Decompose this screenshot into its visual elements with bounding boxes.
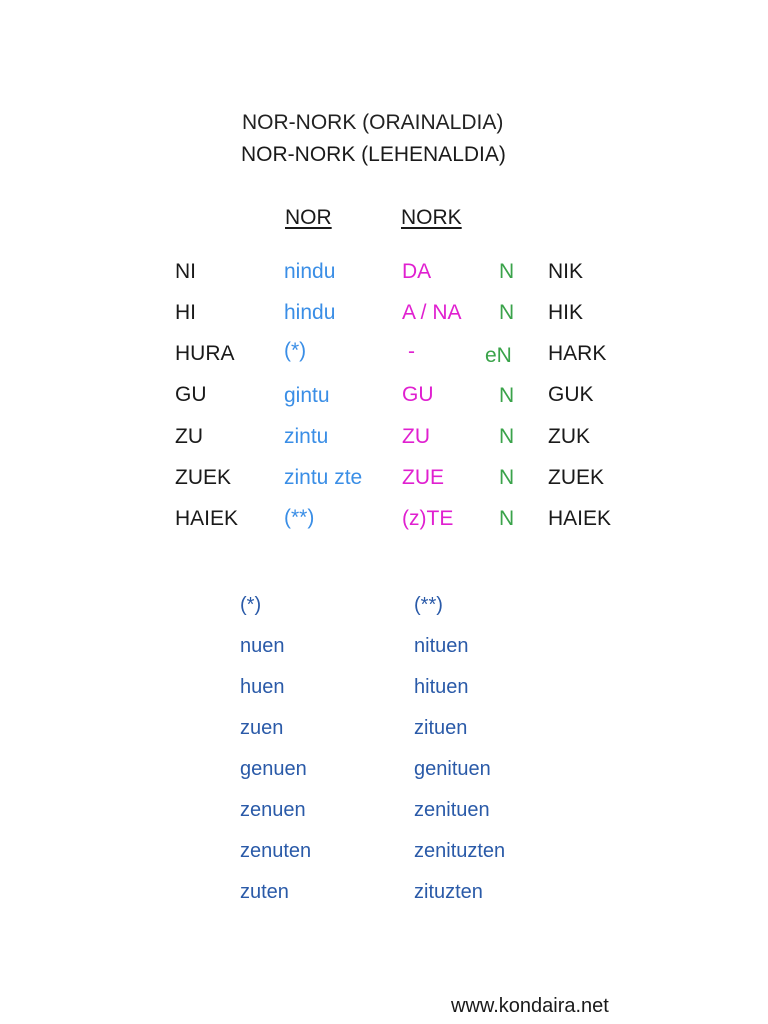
footnote-column-single: [240, 592, 380, 920]
row-6-nor: zintu zte: [284, 466, 363, 489]
row-2-pronoun: HI: [175, 301, 196, 324]
row-2-nor: hindu: [284, 301, 336, 324]
clipped-previous-title: [242, 104, 552, 134]
row-7-marker: N: [499, 507, 515, 530]
row-5-nork: ZU: [402, 425, 430, 448]
row-4-ergative: GUK: [548, 383, 594, 406]
row-3-nor: (*): [284, 339, 307, 362]
clipped-title-text: NOR-NORK (ORAINALDIA): [242, 111, 504, 134]
footnote-left-1: nuen: [240, 635, 285, 657]
row-2-nork: A / NA: [402, 301, 462, 324]
row-3-pronoun: HURA: [175, 342, 235, 365]
footnote-right-2: hituen: [414, 676, 469, 698]
footnote-right-6: zenituzten: [414, 840, 506, 862]
row-3-ergative: HARK: [548, 342, 607, 365]
row-4-marker: N: [499, 384, 515, 407]
footnote-right-0: (**): [414, 594, 443, 616]
row-7-pronoun: HAIEK: [175, 507, 239, 530]
row-1-marker: N: [499, 260, 515, 283]
source-website: www.kondaira.net: [451, 995, 609, 1017]
row-3-marker: eN: [485, 344, 512, 367]
footnote-right-1: nituen: [414, 635, 469, 657]
footnote-left-5: zenuen: [240, 799, 306, 821]
row-2-marker: N: [499, 301, 515, 324]
footnote-right-4: genituen: [414, 758, 491, 780]
row-6-ergative: ZUEK: [548, 466, 605, 489]
row-7-nor: (**): [284, 506, 315, 529]
row-6-marker: N: [499, 466, 515, 489]
row-5-nor: zintu: [284, 425, 329, 448]
row-5-pronoun: ZU: [175, 425, 203, 448]
row-7-nork: (z)TE: [402, 507, 454, 530]
footnote-right-5: zenituen: [414, 799, 490, 821]
footnote-column-double: [414, 592, 554, 920]
footnote-left-0: (*): [240, 594, 262, 616]
footnote-right-7: zituzten: [414, 881, 483, 903]
footnote-left-2: huen: [240, 676, 285, 698]
footnote-left-3: zuen: [240, 717, 284, 739]
footnote-right-3: zituen: [414, 717, 468, 739]
footnote-left-6: zenuten: [240, 840, 312, 862]
row-4-pronoun: GU: [175, 383, 207, 406]
header-nork: NORK: [401, 206, 462, 229]
row-6-pronoun: ZUEK: [175, 466, 232, 489]
row-4-nor: gintu: [284, 384, 330, 407]
row-2-ergative: HIK: [548, 301, 584, 324]
row-7-ergative: HAIEK: [548, 507, 612, 530]
header-nor: NOR: [285, 206, 332, 229]
row-6-nork: ZUE: [402, 466, 444, 489]
page-title: NOR-NORK (LEHENALDIA): [241, 143, 506, 166]
footnote-left-7: zuten: [240, 881, 289, 903]
row-1-ergative: NIK: [548, 260, 584, 283]
row-5-ergative: ZUK: [548, 425, 590, 448]
footnote-left-4: genuen: [240, 758, 307, 780]
row-1-nor: nindu: [284, 260, 336, 283]
row-1-nork: DA: [402, 260, 432, 283]
row-5-marker: N: [499, 425, 515, 448]
row-1-pronoun: NI: [175, 260, 196, 283]
row-4-nork: GU: [402, 383, 434, 406]
row-3-nork: -: [408, 340, 415, 363]
